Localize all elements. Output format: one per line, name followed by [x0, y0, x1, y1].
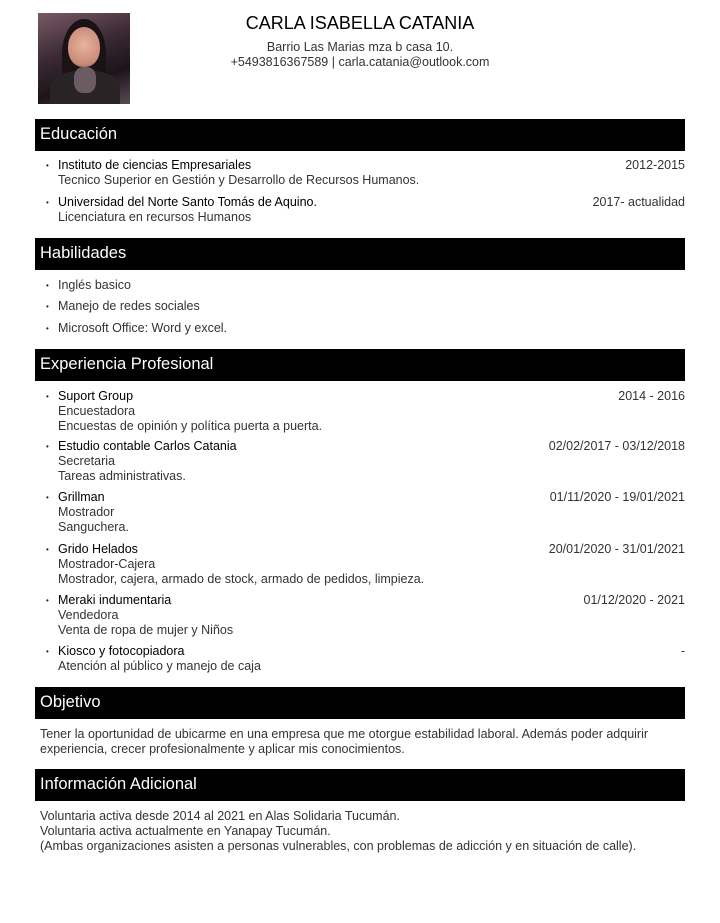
experience-date: 2014 - 2016: [618, 389, 685, 403]
experience-description: Sanguchera.: [58, 520, 129, 534]
experience-description: Tareas administrativas.: [58, 469, 186, 483]
experience-role: Vendedora: [58, 608, 119, 622]
experience-company: Suport Group: [58, 389, 134, 403]
experience-item: • Grillman 01/11/2020 - 19/01/2021 Mostrador Sanguchera.: [46, 490, 685, 534]
experience-role: Mostrador-Cajera: [58, 557, 156, 571]
section-header-additional: Información Adicional: [35, 769, 685, 801]
experience-date: 01/12/2020 - 2021: [583, 593, 685, 607]
experience-item: • Meraki indumentaria 01/12/2020 - 2021 Vendedora Venta de ropa de mujer y Niños: [46, 593, 685, 637]
person-name: CARLA ISABELLA CATANIA: [245, 13, 475, 33]
experience-role: Secretaria: [58, 454, 115, 468]
experience-item: • Estudio contable Carlos Catania 02/02/2017 - 03/12/2018 Secretaria Tareas administrativas.: [46, 439, 685, 483]
experience-description: Venta de ropa de mujer y Niños: [58, 623, 234, 637]
experience-role: Mostrador: [58, 505, 115, 519]
skill-item: • Microsoft Office: Word y excel.: [46, 321, 228, 335]
experience-company: Kiosco y fotocopiadora: [58, 644, 185, 658]
experience-company: Grillman: [58, 490, 105, 504]
section-header-education: Educación: [35, 119, 685, 151]
experience-item: • Kiosco y fotocopiadora - Atención al público y manejo de caja: [46, 644, 685, 673]
experience-description: Encuestas de opinión y política puerta a puerta.: [58, 419, 323, 433]
experience-item: • Suport Group 2014 - 2016 Encuestadora Encuestas de opinión y política puerta a puerta.: [46, 389, 685, 433]
education-title: Universidad del Norte Santo Tomás de Aquino.: [58, 195, 317, 209]
address: Barrio Las Marias mza b casa 10.: [266, 40, 454, 54]
additional-text-line: Voluntaria activa actualmente en Yanapay Tucumán.: [40, 824, 331, 838]
education-title: Instituto de ciencias Empresariales: [58, 158, 252, 172]
experience-item: • Grido Helados 20/01/2020 - 31/01/2021 Mostrador-Cajera Mostrador, cajera, armado de stock, armado de pedidos, limpieza.: [46, 542, 685, 586]
section-header-objective: Objetivo: [35, 687, 685, 719]
education-detail: Licenciatura en recursos Humanos: [58, 210, 252, 224]
education-detail: Tecnico Superior en Gestión y Desarrollo de Recursos Humanos.: [58, 173, 420, 187]
profile-photo: [38, 13, 130, 104]
skill-item: • Manejo de redes sociales: [46, 299, 200, 313]
experience-date: 20/01/2020 - 31/01/2021: [548, 542, 685, 556]
education-item: • Universidad del Norte Santo Tomás de Aquino. 2017- actualidad Licenciatura en recursos Humanos: [46, 195, 685, 224]
experience-date: 01/11/2020 - 19/01/2021: [549, 490, 685, 504]
experience-description: Mostrador, cajera, armado de stock, armado de pedidos, limpieza.: [58, 572, 425, 586]
education-date: 2012-2015: [625, 158, 685, 172]
experience-date: -: [680, 644, 685, 658]
experience-company: Grido Helados: [58, 542, 138, 556]
additional-text-line: Voluntaria activa desde 2014 al 2021 en Alas Solidaria Tucumán.: [40, 809, 400, 823]
education-date: 2017- actualidad: [592, 195, 685, 209]
section-header-skills: Habilidades: [35, 238, 685, 270]
experience-role: Encuestadora: [58, 404, 136, 418]
experience-description: Atención al público y manejo de caja: [58, 659, 261, 673]
additional-text-line: (Ambas organizaciones asisten a personas vulnerables, con problemas de adicción y en situación de calle).: [40, 839, 637, 853]
experience-date: 02/02/2017 - 03/12/2018: [548, 439, 685, 453]
contact-info: +5493816367589 | carla.catania@outlook.com: [230, 55, 490, 69]
experience-company: Meraki indumentaria: [58, 593, 172, 607]
education-item: • Instituto de ciencias Empresariales 2012-2015 Tecnico Superior en Gestión y Desarrollo de Recursos Humanos.: [46, 158, 685, 187]
experience-company: Estudio contable Carlos Catania: [58, 439, 237, 453]
objective-text-line: experiencia, crecer profesionalmente y aplicar mis conocimientos.: [40, 742, 405, 756]
section-header-experience: Experiencia Profesional: [35, 349, 685, 381]
skill-item: • Inglés basico: [46, 278, 131, 292]
objective-text-line: Tener la oportunidad de ubicarme en una empresa que me otorgue estabilidad laboral. Además poder adquirir: [40, 727, 649, 741]
